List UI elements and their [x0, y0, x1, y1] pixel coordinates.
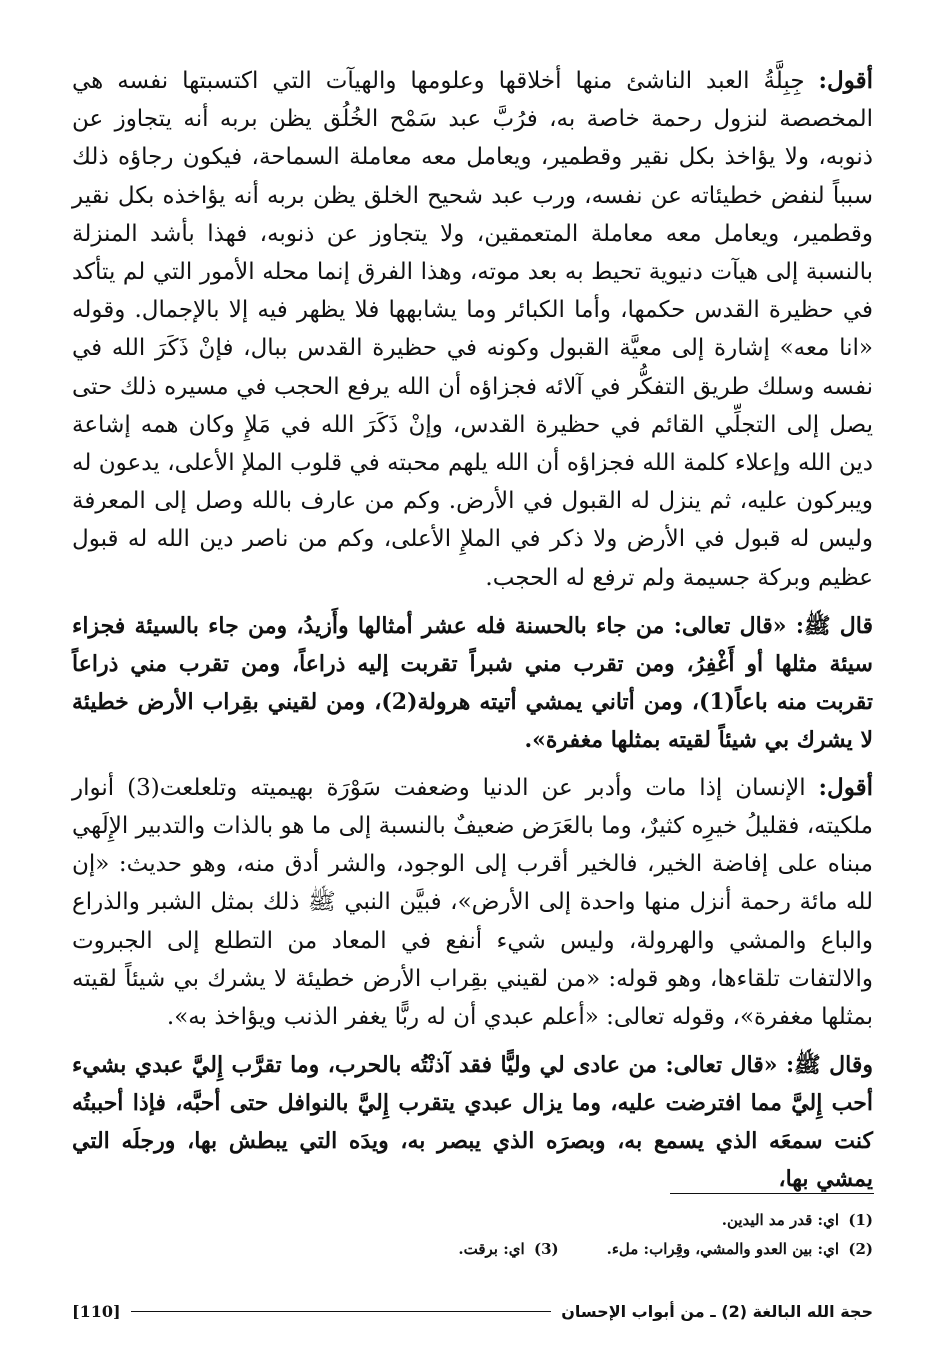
footer-rule [131, 1311, 552, 1312]
paragraph-hadith-1 [72, 607, 873, 759]
footnote-spacer [559, 1235, 607, 1264]
running-title: حجة الله البالغة (2) ـ من أبواب الإحسان [561, 1301, 873, 1321]
footnote-number: (2) [848, 1240, 873, 1258]
paragraph-lead: وقال ﷺ: [786, 1052, 874, 1079]
paragraph-body: جِبِلَّةُ العبد الناشئ منها أخلاقها وعلومها والهيآت التي اكتسبتها نفسه هي المخصصة لنزول رحمة خاصة به، فرُبَّ عبد سَمْح الخُلُق يظن بربه أنه يتجاوز عن ذنوبه، ولا يؤاخذ بكل نقير وقطمير، ويعامل معه معاملة السماحة، فيكون رجاؤه ذلك سبباً لنفض خطيئاته عن نفسه، ورب عبد شحيح الخلق يظن بربه أنه يؤاخذه بكل نقير وقطمير، ويعامل معه معاملة المتعمقين، ولا يتجاوز عن ذنوبه، فهذا بأشد المنزلة بالنسبة إلى هيآت دنيوية تحيط به بعد موته، وهذا الفرق إنما محله الأمور التي لم يتأكد في حظيرة القدس حكمها، وأما الكبائر وما يشابهها فلا يظهر فيه إلا بالإجمال. وقوله «انا معه» إشارة إلى معيَّة القبول وكونه في حظيرة القدس ببال، فإنْ ذَكَرَ الله في نفسه وسلك طريق التفكُّر في آلائه فجزاؤه أن الله يرفع الحجب في مسيره ذلك حتى يصل إلى التجلِّي القائم في حظيرة القدس، وإنْ ذَكَرَ الله في مَلإِ وكان همه إشاعة دين الله وإعلاء كلمة الله فجزاؤه أن الله يلهم محبته في قلوب الملإ الأعلى، يدعون له ويبركون عليه، ثم ينزل له القبول في الأرض. وكم من عارف بالله وصل إلى المعرفة وليس له قبول في الأرض ولا ذكر في الملإِ الأعلى، وكم من ناصر دين الله له قبول عظيم وبركة جسيمة ولم ترفع له الحجب. [72, 68, 873, 591]
footnote-number: (3) [534, 1240, 559, 1258]
footnote-number: (1) [848, 1211, 873, 1229]
page-footer [72, 1296, 873, 1326]
paragraph-body: «قال تعالى: من عادى لي وليًّا فقد آذنْتُه بالحرب، وما تقرَّب إِليَّ عبدي بشيء أحب إِليَّ مما افترضت عليه، وما يزال عبدي يتقرب إِليَّ بالنوافل حتى أحبَّه، فإذا أحببتُه كنت سمعَه الذي يسمع به، وبصرَه الذي يبصر به، ويدَه التي يبطش بها، ورجلَه التي يمشي بها، [72, 1052, 873, 1193]
paragraph-lead: أقول: [818, 67, 873, 94]
page-number: [110] [72, 1301, 121, 1321]
paragraph-commentary-2 [72, 769, 873, 1036]
paragraph-hadith-2 [72, 1046, 873, 1198]
paragraph-body: الإنسان إذا مات وأدبر عن الدنيا وضعفت سَوْرَة بهيميته وتلعلعت(3) أنوار ملكيته، فقليلُ خيرِه كثيرٌ، وما بالعَرَض ضعيفٌ بالنسبة إلى ما هو بالذات والتدبير الإِلَهي مبناه على إفاضة الخير، فالخير أقرب إلى الوجود، والشر أدق منه، وهو حديث: «إن لله مائة رحمة أنزل منها واحدة إلى الأرض»، فبيَّن النبي ﷺ ذلك بمثل الشبر والذراع والباع والمشي والهرولة، وليس شيء أنفع في المعاد من التطلع إلى الجبروت والالتفات تلقاءها، وهو قوله: «من لقيني بقِراب الأرض خطيئة لا يشرك بي شيئاً لقيته بمثلها مغفرة»، وقوله تعالى: «أعلم عبدي أن له ربًّا يغفر الذنب ويؤاخذ به». [72, 774, 873, 1031]
footnote-1 [72, 1206, 873, 1235]
footnotes [72, 1206, 873, 1264]
main-text [72, 62, 873, 1198]
paragraph-lead: قال ﷺ: [795, 612, 874, 639]
footnote-text: اي: برقت. [458, 1240, 525, 1258]
paragraph-commentary-1 [72, 62, 873, 597]
footnote-divider [670, 1193, 874, 1194]
paragraph-body: «قال تعالى: من جاء بالحسنة فله عشر أمثالها وأَزيدُ، ومن جاء بالسيئة فجزاء سيئة مثلها أو أَغْفِرُ، ومن تقرب مني شبراً تقربت إليه ذراعاً، ومن تقرب مني ذراعاً تقربت منه باعاً(1)، ومن أتاني يمشي أتيته هرولة(2)، ومن لقيني بقِراب الأرض خطيئة لا يشرك بي شيئاً لقيته بمثلها مغفرة». [72, 612, 874, 753]
footnote-text: اي: بين العدو والمشي، وقِراب: ملء. [606, 1240, 839, 1258]
footnote-2-3 [72, 1235, 873, 1264]
paragraph-lead: أقول: [818, 773, 873, 801]
footnote-text: اي: قدر مد اليدين. [721, 1211, 839, 1229]
